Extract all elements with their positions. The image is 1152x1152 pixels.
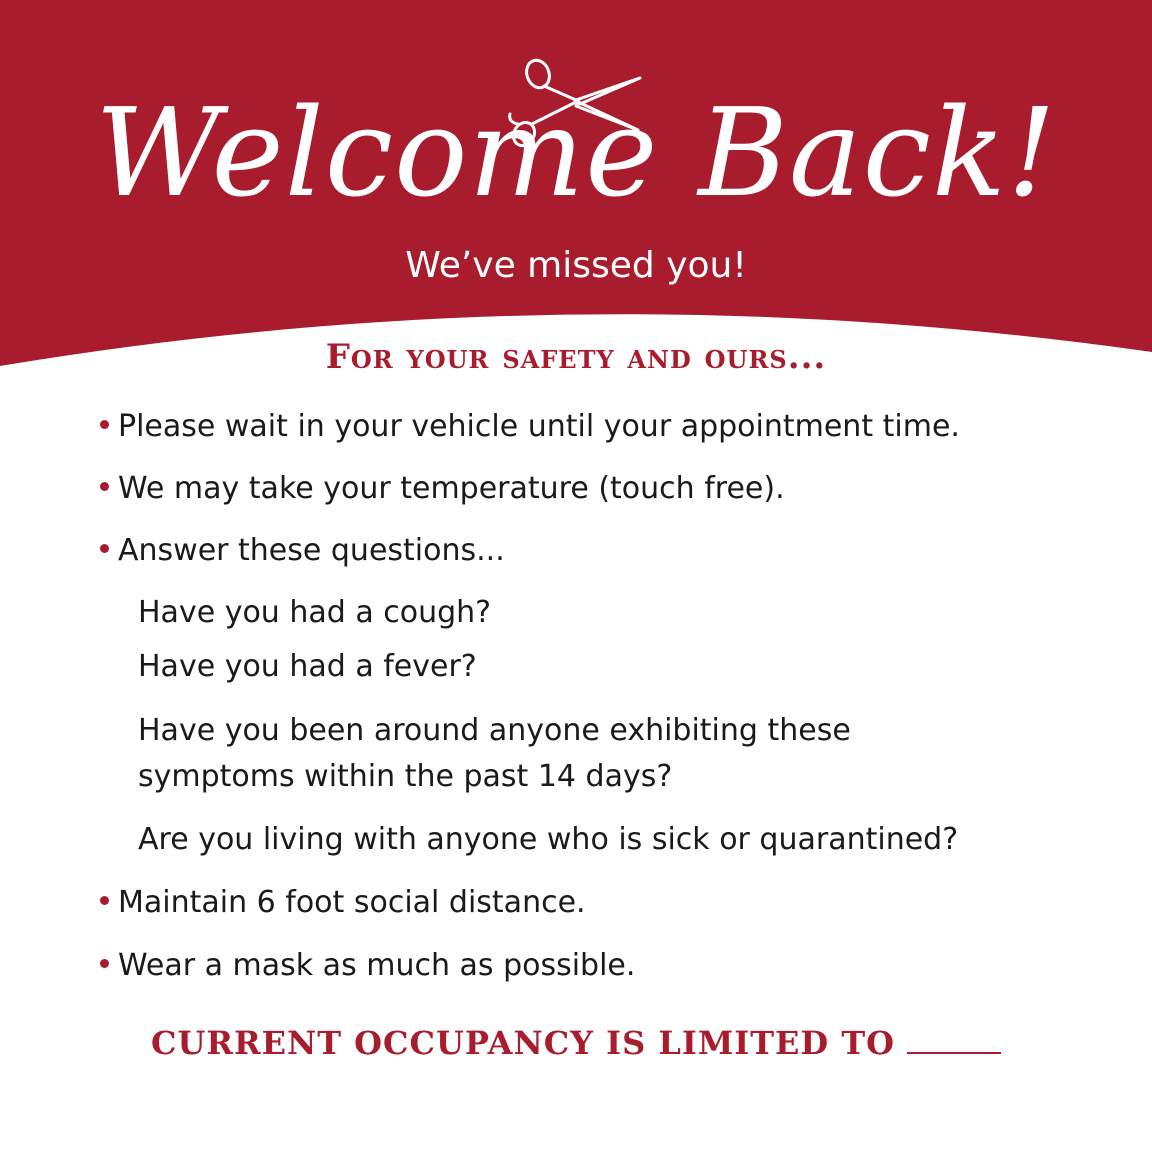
bullet-text: Answer these questions...	[118, 533, 505, 568]
bullet-text: Maintain 6 foot social distance.	[118, 885, 586, 920]
bullet-text: We may take your temperature (touch free).	[118, 471, 785, 506]
list-item	[100, 885, 586, 920]
bullet-dot	[100, 896, 109, 905]
question-item: Are you living with anyone who is sick or quarantined?	[138, 822, 959, 857]
occupancy-text: CURRENT OCCUPANCY IS LIMITED TO	[151, 1024, 895, 1062]
bullet-text: Wear a mask as much as possible.	[118, 948, 636, 983]
bullet-dot	[100, 959, 109, 968]
bullet-dot	[100, 420, 109, 429]
list-item	[100, 471, 785, 506]
bullet-dot	[100, 544, 109, 553]
safety-heading: For your safety and ours...	[325, 337, 827, 377]
question-item: Have you had a cough?	[138, 595, 492, 630]
page-title: Welcome Back!	[95, 82, 1057, 224]
bullet-text: Please wait in your vehicle until your appointment time.	[118, 409, 960, 444]
occupancy-notice	[0, 1024, 1152, 1062]
question-item: symptoms within the past 14 days?	[138, 759, 673, 794]
list-item	[100, 948, 636, 983]
question-item: Have you been around anyone exhibiting these	[138, 713, 851, 748]
list-item	[100, 409, 960, 444]
occupancy-blank-line	[907, 1052, 1001, 1054]
bullet-dot	[100, 482, 109, 491]
list-item	[100, 533, 505, 568]
question-item: Have you had a fever?	[138, 649, 477, 684]
page-subtitle: We’ve missed you!	[405, 245, 747, 286]
